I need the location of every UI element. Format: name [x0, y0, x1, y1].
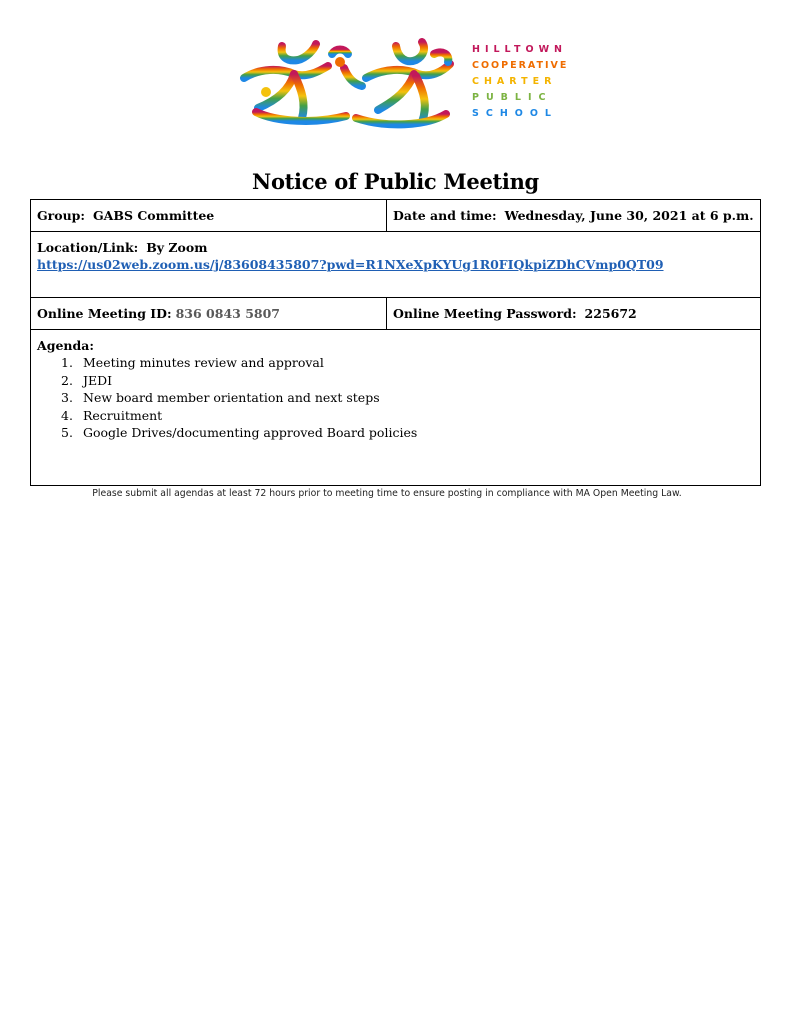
password-cell — [387, 298, 761, 330]
logo-line-5: SCHOOL — [472, 108, 558, 119]
list-item — [37, 407, 754, 425]
location-label: Location/Link: — [37, 240, 139, 255]
meeting-details-table — [30, 199, 761, 486]
group-cell — [31, 200, 387, 232]
logo-line-4: PUBLIC — [472, 92, 553, 103]
meeting-id-cell — [31, 298, 387, 330]
school-logo — [236, 38, 576, 130]
password-value: 225672 — [584, 306, 637, 321]
list-item — [37, 424, 754, 442]
logo-line-1: HILLTOWN — [472, 44, 568, 55]
agenda-item-text: Google Drives/documenting approved Board policies — [83, 425, 418, 440]
agenda-item-text: New board member orientation and next steps — [83, 390, 380, 405]
datetime-cell — [387, 200, 761, 232]
list-item — [37, 372, 754, 390]
agenda-item-number: 4. — [61, 407, 73, 423]
list-item — [37, 389, 754, 407]
meeting-id-value: 836 0843 5807 — [175, 306, 280, 321]
agenda-label: Agenda: — [37, 338, 94, 353]
logo-line-2: COOPERATIVE — [472, 60, 569, 71]
table-row — [31, 298, 761, 330]
logo-wordmark — [472, 38, 572, 130]
agenda-item-number: 1. — [61, 355, 73, 370]
list-item — [37, 354, 754, 372]
agenda-item-number: 2. — [61, 372, 73, 388]
group-label: Group: — [37, 208, 86, 223]
zoom-meeting-link[interactable]: https://us02web.zoom.us/j/83608435807?pwd=R1NXeXpKYUg1R0FIQkpiZDhCVmp0QT09 — [37, 257, 664, 272]
submission-footnote: Please submit all agendas at least 72 hours prior to meeting time to ensure posting in compliance with MA Open Meeting Law. — [92, 488, 682, 499]
datetime-label: Date and time: — [393, 208, 497, 223]
agenda-cell — [31, 330, 761, 486]
location-cell — [31, 232, 761, 298]
agenda-item-text: Meeting minutes review and approval — [83, 355, 324, 370]
page-title: Notice of Public Meeting — [252, 169, 539, 194]
group-value: GABS Committee — [93, 208, 215, 223]
agenda-item-number: 3. — [61, 390, 73, 405]
agenda-item-text: Recruitment — [83, 407, 163, 423]
agenda-item-number: 5. — [61, 425, 73, 440]
table-row — [31, 200, 761, 232]
location-value: By Zoom — [146, 240, 208, 255]
table-row — [31, 330, 761, 486]
agenda-item-text: JEDI — [83, 372, 113, 388]
agenda-list — [37, 354, 754, 442]
datetime-value: Wednesday, June 30, 2021 at 6 p.m. — [504, 208, 754, 223]
meeting-id-label: Online Meeting ID: — [37, 306, 172, 321]
table-row — [31, 232, 761, 298]
logo-line-3: CHARTER — [472, 76, 557, 87]
password-label: Online Meeting Password: — [393, 306, 577, 321]
